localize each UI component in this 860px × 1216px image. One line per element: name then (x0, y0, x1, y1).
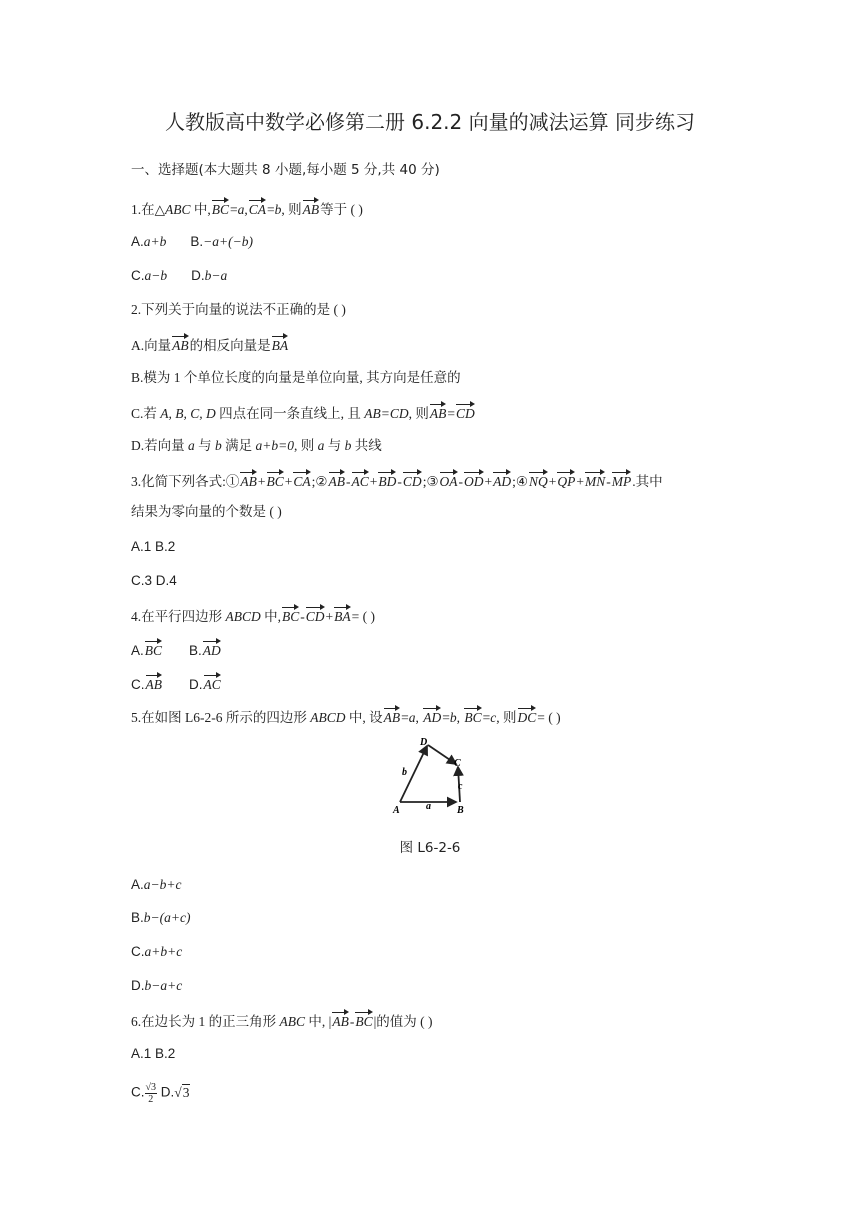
question-1-options-ab: A.a+b B.−a+(−b) (131, 234, 253, 249)
vector-ab: AB (303, 198, 320, 220)
question-4-options-cd: C.AB D.AC (131, 673, 222, 695)
question-5-option-b: B.b−(a+c) (131, 910, 191, 925)
question-3-options-cd: C.3 D.4 (131, 573, 177, 588)
edge-a-label: a (426, 801, 431, 812)
vertex-d-label: D (420, 737, 428, 748)
question-4-options-ab: A.BC B.AD (131, 639, 222, 661)
question-4-stem: 4.在平行四边形 ABCD 中,BC-CD+BA= ( ) (131, 605, 375, 627)
figure-caption: 图 L6-2-6 (399, 840, 461, 856)
vector-bc: BC (212, 198, 229, 220)
question-3-stem: 3.化简下列各式:①AB+BC+CA;②AB-AC+BD-CD;③OA-OD+AD;④NQ+QP+MN-MP.其中 (131, 470, 663, 492)
question-5-option-c: C.a+b+c (131, 944, 183, 959)
fraction-sqrt3-over-2: $\frac{√3}{2}$ (145, 1082, 156, 1105)
question-2-option-a: A.向量AB的相反向量是BA (131, 334, 289, 356)
expr-1: AB+BC+CA (239, 474, 311, 489)
edge-c-label: c (458, 781, 463, 792)
sqrt-3: √3 (174, 1084, 190, 1100)
question-2-option-d: D.若向量 a 与 b 满足 a+b=0, 则 a 与 b 共线 (131, 438, 382, 453)
quadrilateral-figure (390, 733, 470, 819)
question-5-option-d: D.b−a+c (131, 978, 183, 993)
question-6-options-ab: A.1 B.2 (131, 1046, 176, 1061)
question-1-options-cd: C.a−b D.b−a (131, 268, 228, 283)
question-3-stem-line-2: 结果为零向量的个数是 ( ) (131, 504, 282, 519)
question-3-options-ab: A.1 B.2 (131, 539, 176, 554)
question-6-options-cd: C. $\frac{√3}{2}$ D.√3 (131, 1082, 190, 1105)
page-title: 人教版高中数学必修第二册 6.2.2 向量的减法运算 同步练习 (165, 110, 695, 134)
question-1-stem: 1.在△ABC 中,BC=a,CA=b, 则AB等于 ( ) (131, 198, 363, 220)
edge-dc-arrow (428, 745, 456, 764)
vertex-a-label: A (393, 805, 400, 816)
expr-4: NQ+QP+MN-MP (528, 474, 632, 489)
expr-2: AB-AC+BD-CD (328, 474, 423, 489)
question-5-option-a: A.a−b+c (131, 877, 182, 892)
vector-ca: CA (249, 198, 266, 220)
question-2-stem: 2.下列关于向量的说法不正确的是 ( ) (131, 302, 346, 317)
section-heading: 一、选择题(本大题共 8 小题,每小题 5 分,共 40 分) (131, 162, 440, 178)
vertex-b-label: B (457, 805, 464, 816)
expr-3: OA-OD+AD (439, 474, 513, 489)
question-2-option-c: C.若 A, B, C, D 四点在同一条直线上, 且 AB=CD, 则AB=CD (131, 402, 476, 424)
question-6-stem: 6.在边长为 1 的正三角形 ABC 中, |AB-BC|的值为 ( ) (131, 1010, 433, 1032)
question-2-option-b: B.模为 1 个单位长度的向量是单位向量, 其方向是任意的 (131, 370, 461, 385)
edge-b-label: b (402, 767, 407, 778)
question-5-stem: 5.在如图 L6-2-6 所示的四边形 ABCD 中, 设AB=a, AD=b, BC=c, 则DC= ( ) (131, 706, 561, 728)
vertex-c-label: C (454, 758, 461, 769)
